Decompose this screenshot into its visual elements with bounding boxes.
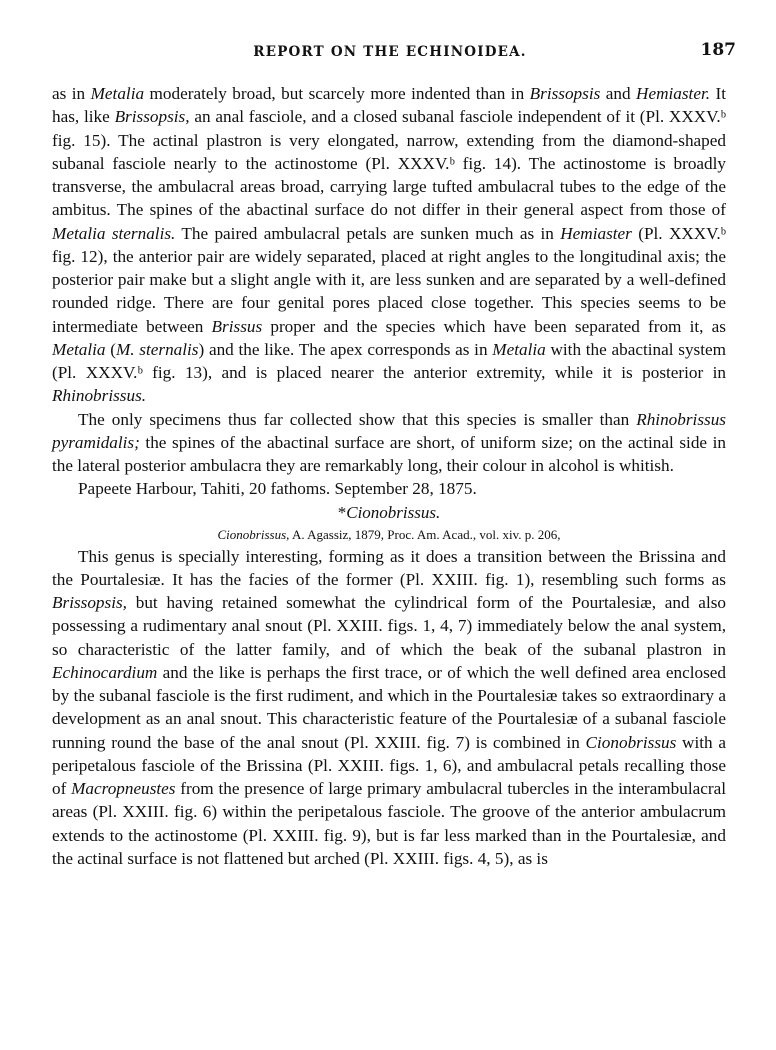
taxon-name: Macropneustes — [71, 779, 176, 798]
taxon-name: Hemiaster. — [636, 84, 711, 103]
taxon-name: Brissopsis, — [52, 593, 127, 612]
taxon-name: Rhinobrissus pyramidalis; — [52, 409, 726, 452]
taxon-name: Rhinobrissus. — [52, 386, 147, 406]
genus-heading: *Cionobrissus. — [337, 502, 441, 522]
genus-citation: Cionobrissus, A. Agassiz, 1879, Proc. Am. Acad., vol. xiv. p. 206, — [217, 526, 561, 542]
taxon-name: M. sternalis — [115, 339, 199, 359]
running-head: REPORT ON THE ECHINOIDEA. — [253, 44, 527, 60]
taxon-name: Echinocardium — [52, 662, 158, 682]
paragraph-species-description: as in Metalia moderately broad, but scarcely more indented than in Brissopsis and Hemiaster. It has, like Brissopsis, an anal fasciole, and a closed subanal fasciole independent of it (Pl. XXXV.ᵇ fig. 15). The actinal plastron is very elongated, narrow, extending from the diamond-shaped subanal fasciole nearly to the actinostome (Pl. XXXV.ᵇ fig. 14). The actinostome is broadly transverse, the ambulacral areas broad, carrying large tufted ambulacral tubes to the edge of the ambitus. The spines of the abactinal surface do not differ in their general aspect from those of Metalia sternalis. The paired ambulacral petals are sunken much as in Hemiaster (Pl. XXXV.ᵇ fig. 12), the anterior pair are widely separated, placed at right angles to the longitudinal axis; the posterior pair make but a slight angle with it, are less sunken and are separated by a well-defined rounded ridge. There are four genital pores placed close together. This species seems to be intermediate between Brissus proper and the species which have been separated from it, as Metalia (M. sternalis) and the like. The apex corresponds as in Metalia with the abactinal system (Pl. XXXV.ᵇ fig. 13), and is placed nearer the anterior extremity, while it is posterior in Rhinobrissus. — [52, 84, 727, 406]
genus-name: Cionobrissus. — [346, 502, 441, 522]
taxon-name: Hemiaster — [560, 223, 632, 243]
taxon-name: Brissopsis — [529, 84, 601, 103]
taxon-name: Metalia sternalis. — [52, 223, 176, 243]
page-number: 187 — [700, 40, 736, 60]
taxon-name: Brissopsis, — [114, 107, 190, 127]
taxon-name: Metalia — [492, 339, 546, 359]
taxon-name: Metalia — [90, 84, 145, 103]
taxon-name: Cionobrissus — [585, 732, 677, 752]
taxon-name: Metalia — [52, 339, 106, 359]
taxon-name: Brissus — [211, 316, 263, 336]
paragraph-genus-description: This genus is specially interesting, forming as it does a transition between the Brissina and the Pourtalesiæ. It has the facies of the former (Pl. XXIII. fig. 1), resembling such forms as Brissopsis, but having retained somewhat the cylindrical form of the Pourtalesiæ, and also possessing a rudimentary anal snout (Pl. XXIII. figs. 1, 4, 7) immediately below the anal system, so characteristic of the latter family, and of which the beak of the subanal plastron in Echinocardium and the like is perhaps the first trace, or of which the well defined area enclosed by the subanal fasciole is the first rudiment, and which in the Pourtalesiæ takes so extraordinary a development as an anal snout. This characteristic feature of the Pourtalesiæ of a subanal fasciole running round the base of the anal snout (Pl. XXIII. fig. 7) is combined in Cionobrissus with a peripetalous fasciole of the Brissina (Pl. XXIII. figs. 1, 6), and ambulacral petals recalling those of Macropneustes from the presence of large primary ambulacral tubercles in the interambulacral areas (Pl. XXIII. fig. 6) within the peripetalous fasciole. The groove of the anterior ambulacrum extends to the actinostome (Pl. XXIII. fig. 9), but is far less marked than in the Pourtalesiæ, and the actinal surface is not flattened but arched (Pl. XXIII. figs. 4, 5), as is — [52, 546, 726, 868]
page-header — [48, 38, 736, 64]
body-text — [52, 82, 726, 870]
paragraph-specimens: The only specimens thus far collected show that this species is smaller than Rhinobrissus pyramidalis; the spines of the abactinal surface are short, of uniform size; on the actinal side in the lateral posterior ambulacra they are remarkably long, their colour in alcohol is whitish. — [52, 409, 726, 475]
locality-line: Papeete Harbour, Tahiti, 20 fathoms. September 28, 1875. — [78, 479, 477, 499]
